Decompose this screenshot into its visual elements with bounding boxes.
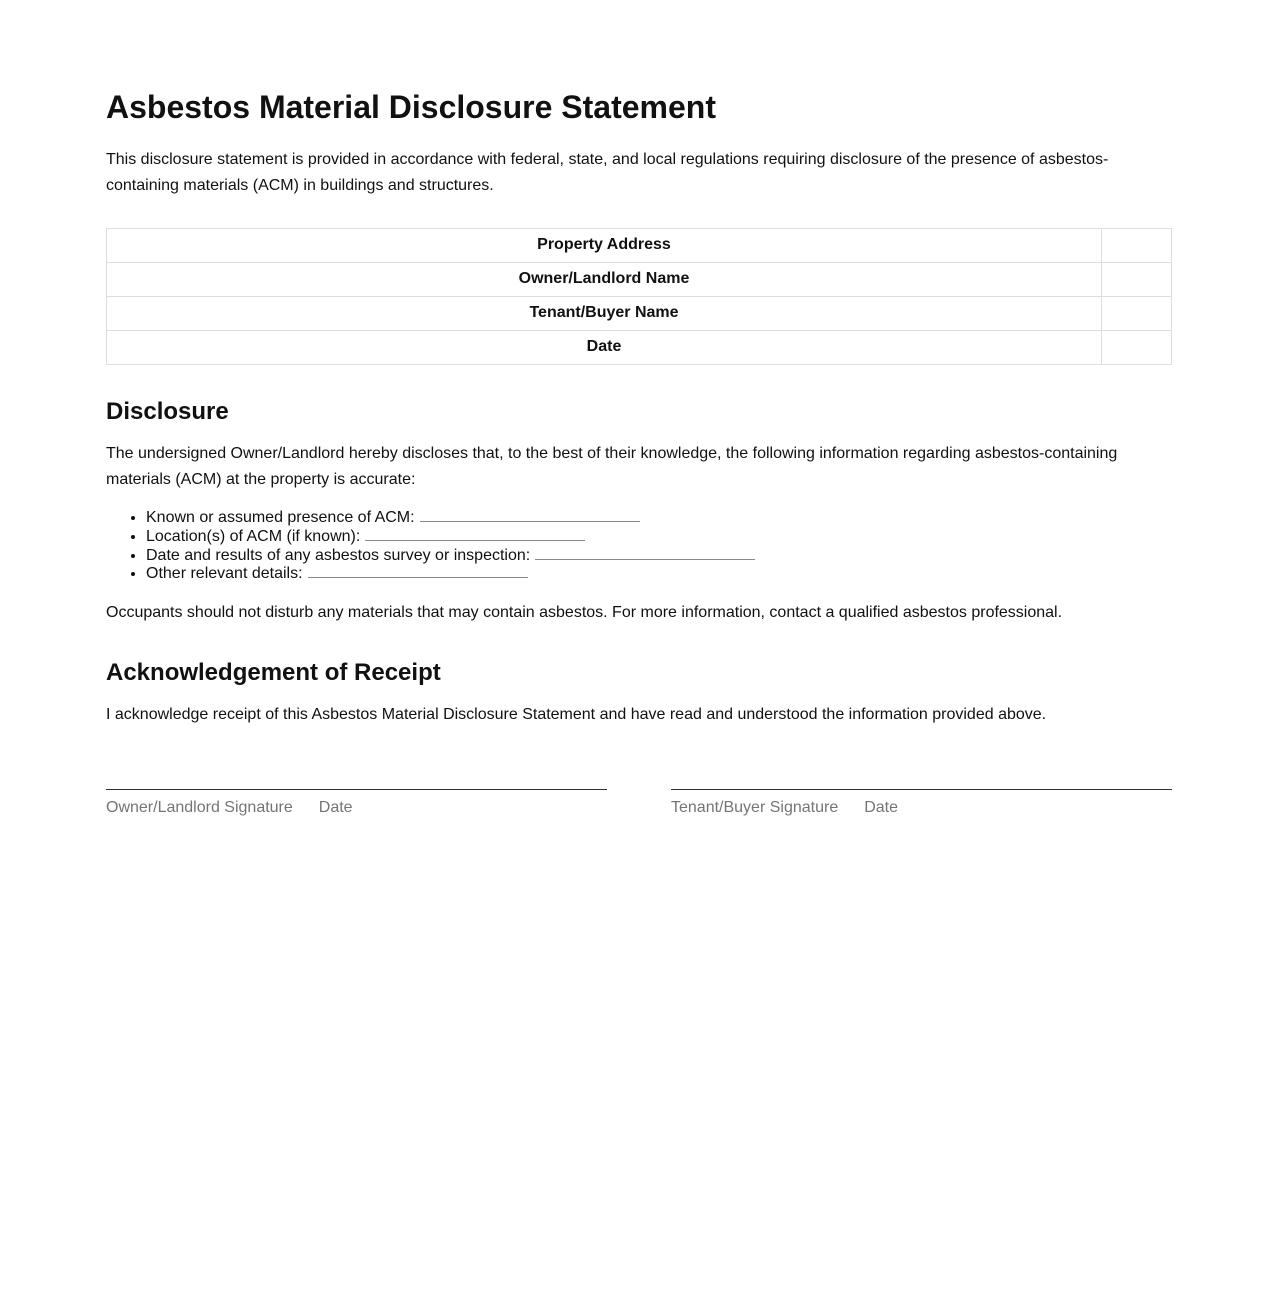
signature-section xyxy=(106,789,1172,817)
row-value-tenant-buyer-name xyxy=(1102,296,1172,330)
row-value-property-address xyxy=(1102,228,1172,262)
row-label-tenant-buyer-name: Tenant/Buyer Name xyxy=(107,296,1102,330)
info-table xyxy=(106,228,1172,365)
item-label: Date and results of any asbestos survey or inspection: xyxy=(146,546,531,564)
list-item xyxy=(146,565,1172,584)
fill-in-line xyxy=(420,509,640,522)
disclosure-list xyxy=(106,509,1172,583)
section-heading-disclosure: Disclosure xyxy=(106,397,229,425)
signature-name-label: Owner/Landlord Signature xyxy=(106,799,293,817)
list-item xyxy=(146,547,1172,566)
item-label: Location(s) of ACM (if known): xyxy=(146,527,361,545)
intro-paragraph: This disclosure statement is provided in accordance with federal, state, and local regulations requiring disclosure of the presence of asbestos-containing materials (ACM) in buildings and structures. xyxy=(106,150,1109,194)
row-label-property-address: Property Address xyxy=(107,228,1102,262)
table-row xyxy=(107,228,1172,262)
row-label-owner-landlord-name: Owner/Landlord Name xyxy=(107,262,1102,296)
section-heading-acknowledgement: Acknowledgement of Receipt xyxy=(106,658,441,686)
disclosure-paragraph: The undersigned Owner/Landlord hereby discloses that, to the best of their knowledge, the following information regarding asbestos-containing materials (ACM) at the property is accurate: xyxy=(106,445,1118,489)
signature-block-tenant-buyer xyxy=(671,789,1172,817)
page-title: Asbestos Material Disclosure Statement xyxy=(106,89,716,125)
row-label-date: Date xyxy=(107,330,1102,364)
note-paragraph: Occupants should not disturb any materials that may contain asbestos. For more information, contact a qualified asbestos professional. xyxy=(106,603,1063,621)
item-label: Known or assumed presence of ACM: xyxy=(146,509,415,527)
table-row xyxy=(107,330,1172,364)
signature-date-label: Date xyxy=(864,799,899,817)
list-item xyxy=(146,528,1172,547)
signature-name-label: Tenant/Buyer Signature xyxy=(671,799,839,817)
fill-in-line xyxy=(365,528,585,541)
acknowledgement-paragraph: I acknowledge receipt of this Asbestos Material Disclosure Statement and have read and understood the information provided above. xyxy=(106,706,1047,724)
fill-in-line xyxy=(535,547,755,560)
signature-block-owner-landlord xyxy=(106,789,607,817)
row-value-date xyxy=(1102,330,1172,364)
table-row xyxy=(107,262,1172,296)
fill-in-line xyxy=(308,565,528,578)
list-item xyxy=(146,509,1172,528)
table-row xyxy=(107,296,1172,330)
signature-date-label: Date xyxy=(318,799,353,817)
item-label: Other relevant details: xyxy=(146,565,303,583)
row-value-owner-landlord-name xyxy=(1102,262,1172,296)
